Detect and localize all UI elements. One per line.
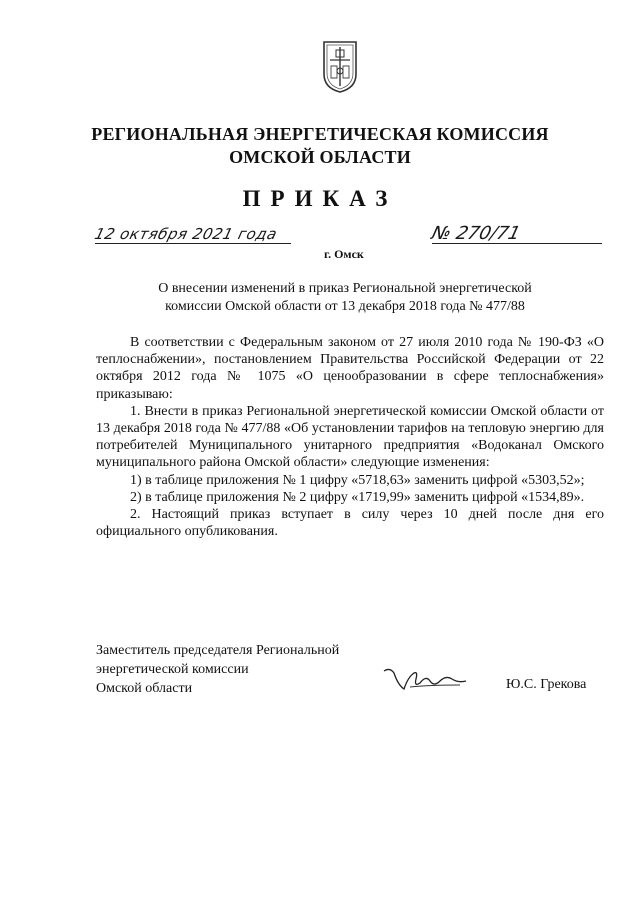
signer-title-line3: Омской области <box>96 681 193 696</box>
number-underline <box>432 243 602 244</box>
signer-title-line1: Заместитель председателя Региональной <box>96 643 340 658</box>
signer-name: Ю.С. Грекова <box>506 677 587 692</box>
signer-title-line2: энергетической комиссии <box>96 662 249 677</box>
clause-1-paragraph: 1. Внести в приказ Региональной энергетической комиссии Омской области от 13 декабря 2018 года № 477/88 «Об установлении тарифов на тепловую энергию для потребителей Муниципального унитарного предприятия «Водоканал Омского муниципального района Омской области» следующие изменения: <box>96 403 604 471</box>
signer-title <box>96 641 339 698</box>
issuer-name-line1: РЕГИОНАЛЬНАЯ ЭНЕРГЕТИЧЕСКАЯ КОМИССИЯ <box>91 124 549 144</box>
clause-1-item-2: 2) в таблице приложения № 2 цифру «1719,99» заменить цифрой «1534,89». <box>130 489 585 505</box>
preamble-paragraph: В соответствии с Федеральным законом от 27 июля 2010 года № 190-ФЗ «О теплоснабжении», постановлением Правительства Российской Федерации от 22 октября 2012 года № 1075 «О ценообразовании в сфере теплоснабжения» приказываю: <box>96 335 604 402</box>
order-body <box>96 334 604 540</box>
date-underline <box>95 243 291 244</box>
handwritten-date: 12 октября 2021 года <box>92 225 280 243</box>
signature-icon <box>380 663 470 695</box>
issue-city: г. Омск <box>324 247 364 261</box>
handwritten-order-number: № 270/71 <box>429 223 523 244</box>
subject-line1: О внесении изменений в приказ Региональной энергетической <box>158 281 532 296</box>
issuer-name-line2: ОМСКОЙ ОБЛАСТИ <box>229 147 411 167</box>
document-title: ПРИКАЗ <box>242 186 398 211</box>
clause-1-item-1: 1) в таблице приложения № 1 цифру «5718,63» заменить цифрой «5303,52»; <box>130 472 585 488</box>
clause-2-paragraph: 2. Настоящий приказ вступает в силу через 10 дней после дня его официального опубликования. <box>96 507 604 540</box>
coat-of-arms-icon <box>320 38 360 94</box>
order-subject <box>140 280 550 316</box>
subject-line2: комиссии Омской области от 13 декабря 2018 года № 477/88 <box>165 299 525 314</box>
